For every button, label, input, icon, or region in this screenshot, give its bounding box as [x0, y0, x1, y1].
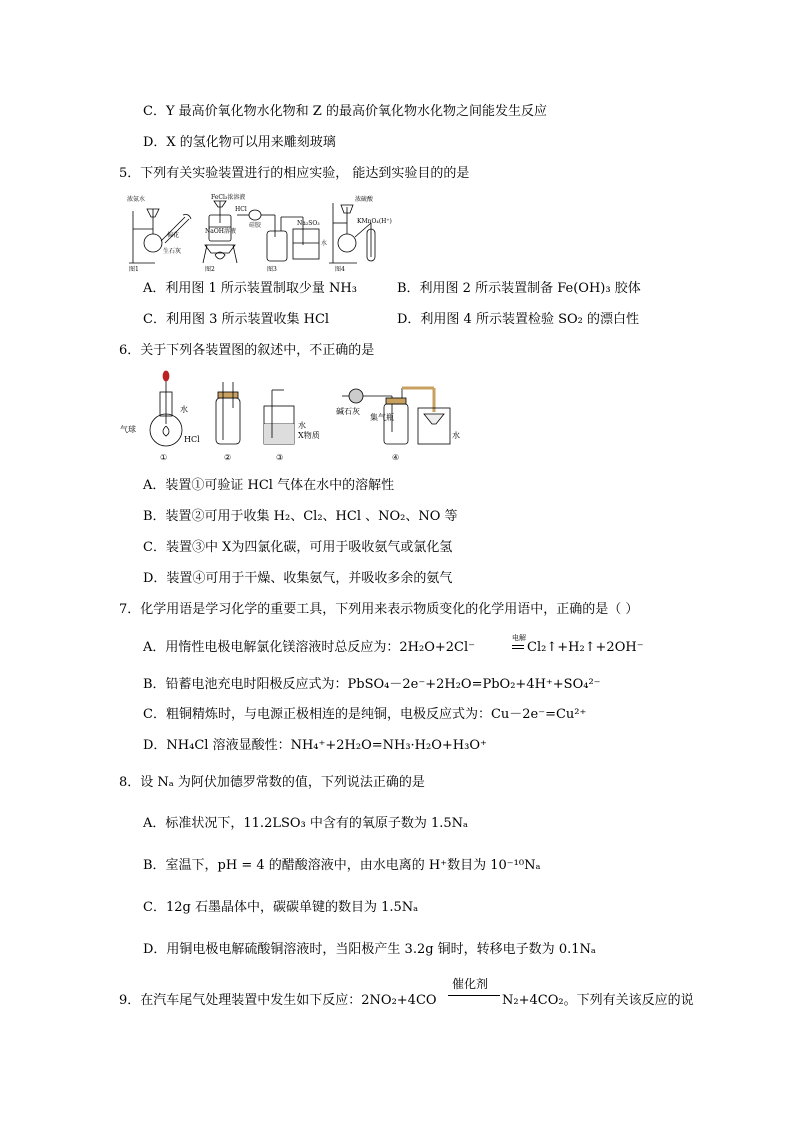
fig-label: HCl [235, 206, 247, 213]
q7-option-b: B．铅蓄电池充电时阳极反应式为：PbSO₄－2e⁻+2H₂O=PbO₂+4H⁺+SO₄²⁻ [143, 677, 601, 692]
q5-option-a: A．利用图 1 所示装置制取少量 NH₃ [143, 281, 357, 296]
q7-equals-bar-2 [512, 648, 524, 649]
fig-label: Na₂SO₃ [297, 220, 320, 227]
q5-apparatus-figure [125, 193, 392, 273]
q7-option-a-left: A．用惰性电极电解氯化镁溶液时总反应为：2H₂O+2Cl⁻ [143, 640, 475, 655]
fig-label: 生石灰 [163, 248, 182, 255]
fig-label: HCl [184, 435, 200, 444]
fig-label: 气球 [120, 425, 136, 434]
fig-label: KMnO₄(H⁺) [357, 218, 392, 225]
q4-option-c: C．Y 最高价氧化物水化物和 Z 的最高价氧化物水化物之间能发生反应 [143, 104, 547, 119]
q6-option-b: B．装置②可用于收集 H₂、Cl₂、HCl 、NO₂、NO 等 [143, 509, 458, 524]
q8-stem: 8．设 Nₐ 为阿伏加德罗常数的值，下列说法正确的是 [119, 775, 425, 790]
q9-stem-left: 9．在汽车尾气处理装置中发生如下反应：2NO₂+4CO [119, 993, 437, 1008]
fig-label: ② [224, 453, 232, 462]
fig-label: 水 [321, 240, 328, 247]
q5-option-b: B．利用图 2 所示装置制备 Fe(OH)₃ 胶体 [397, 281, 641, 296]
q9-catalyst-label: 催化剂 [452, 977, 489, 991]
fig-label: 棉花 [167, 232, 180, 239]
q7-option-d: D．NH₄Cl 溶液显酸性：NH₄⁺+2H₂O=NH₃·H₂O+H₃O⁺ [143, 738, 487, 753]
q6-option-a: A．装置①可验证 HCl 气体在水中的溶解性 [143, 478, 395, 493]
q5-option-c: C．利用图 3 所示装置收集 HCl [143, 312, 330, 327]
fig-label: 图1 [129, 266, 139, 273]
q7-option-a-right: Cl₂↑+H₂↑+2OH⁻ [527, 640, 644, 655]
q4-option-d: D．X 的氢化物可以用来雕刻玻璃 [143, 135, 336, 150]
q7-stem: 7．化学用语是学习化学的重要工具，下列用来表示物质变化的化学用语中，正确的是（ ） [119, 602, 639, 617]
fig-label: 图3 [267, 266, 277, 273]
q6-option-c: C．装置③中 X为四氯化碳，可用于吸收氨气或氯化氢 [143, 540, 453, 555]
q6-apparatus-figure [120, 368, 470, 464]
fig-label: 碱石灰 [336, 407, 360, 416]
q9-reaction-arrow [448, 995, 500, 996]
fig-label: NaOH溶液 [205, 228, 236, 235]
q8-option-a: A．标准状况下，11.2LSO₃ 中含有的氧原子数为 1.5Nₐ [143, 816, 469, 831]
fig-label: 水 [180, 405, 188, 414]
q8-option-b: B．室温下，pH = 4 的醋酸溶液中，由水电离的 H⁺数目为 10⁻¹⁰Nₐ [143, 858, 541, 873]
q8-option-d: D．用铜电极电解硫酸铜溶液时，当阳极产生 3.2g 铜时，转移电子数为 0.1Nₐ [143, 942, 596, 957]
fig-label: X物质 [298, 431, 320, 440]
q7-option-c: C．粗铜精炼时，与电源正极相连的是纯铜，电极反应式为：Cu－2e⁻=Cu²⁺ [143, 707, 587, 722]
fig-label: 浓硫酸 [355, 196, 374, 203]
fig-label: 浓氨水 [127, 196, 146, 203]
fig-label: ④ [392, 453, 400, 462]
q8-option-c: C．12g 石墨晶体中，碳碳单键的数目为 1.5Nₐ [143, 900, 419, 915]
q7-equals-bar [512, 645, 524, 646]
q7-electrolysis-condition: 电解 [512, 634, 526, 642]
fig-label: ③ [276, 453, 284, 462]
q6-option-d: D．装置④可用于干燥、收集氨气，并吸收多余的氨气 [143, 571, 453, 586]
q6-stem: 6．关于下列各装置图的叙述中，不正确的是 [119, 343, 375, 358]
fig-label: 硅胶 [249, 222, 262, 229]
fig-label: FeCl₃浓溶液 [211, 194, 246, 201]
q5-stem: 5．下列有关实验装置进行的相应实验， 能达到实验目的的是 [119, 166, 470, 181]
fig-label: 水 [452, 431, 460, 440]
fig-label: 集气瓶 [370, 413, 394, 422]
q9-stem-right: N₂+4CO₂。下列有关该反应的说 [502, 993, 694, 1008]
fig-label: 图2 [205, 266, 215, 273]
fig-label: ① [160, 453, 168, 462]
q5-option-d: D．利用图 4 所示装置检验 SO₂ 的漂白性 [397, 312, 639, 327]
fig-label: 水 [298, 421, 306, 430]
fig-label: 图4 [335, 266, 345, 273]
